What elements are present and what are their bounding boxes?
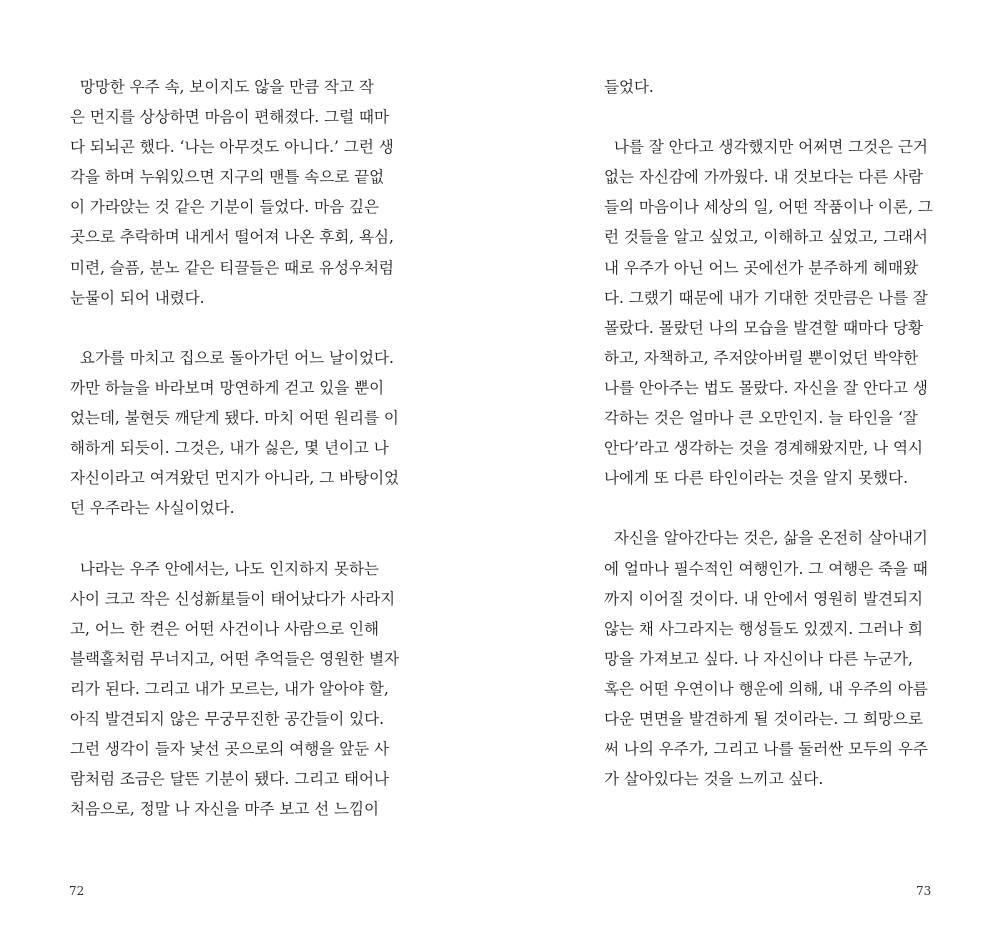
right-page-number: 73 xyxy=(916,884,932,898)
text-line: 나를 안아주는 법도 몰랐다. 자신을 잘 안다고 생 xyxy=(604,378,928,397)
text-line: 가 살아있다는 것을 느끼고 싶다. xyxy=(604,770,824,789)
paragraph-break xyxy=(604,493,964,523)
text-line: 미련, 슬픔, 분노 같은 티끌들은 때로 유성우처럼 xyxy=(70,258,394,277)
right-page-body-text xyxy=(604,72,964,794)
text-line: 몰랐다. 몰랐던 나의 모습을 발견할 때마다 당황 xyxy=(604,318,923,337)
text-line: 던 우주라는 사실이었다. xyxy=(70,499,235,518)
text-line: 런 것들을 알고 싶었고, 이해하고 싶었고, 그래서 xyxy=(604,228,928,247)
text-line: 은 먼지를 상상하면 마음이 편해졌다. 그럴 때마 xyxy=(70,108,389,127)
text-line: 나라는 우주 안에서는, 나도 인지하지 못하는 xyxy=(70,559,379,578)
paragraph-break xyxy=(70,523,430,553)
text-line: 나를 잘 안다고 생각했지만 어쩌면 그것은 근거 xyxy=(604,138,928,157)
text-line: 고, 어느 한 켠은 어떤 사건이나 사람으로 인해 xyxy=(70,619,379,638)
text-line: 사이 크고 작은 신성新星들이 태어났다가 사라지 xyxy=(70,589,396,608)
text-line: 까만 하늘을 바라보며 망연하게 걷고 있을 뿐이 xyxy=(70,378,385,397)
left-page-number: 72 xyxy=(69,884,85,898)
text-line: 었는데, 불현듯 깨닫게 됐다. 마치 어떤 원리를 이 xyxy=(70,409,399,428)
text-line: 에 얼마나 필수적인 여행인가. 그 여행은 죽을 때 xyxy=(604,559,928,578)
text-line: 람처럼 조금은 달뜬 기분이 됐다. 그리고 태어나 xyxy=(70,770,389,789)
text-line: 블랙홀처럼 무너지고, 어떤 추억들은 영원한 별자 xyxy=(70,649,400,668)
text-line: 다 되뇌곤 했다. ‘나는 아무것도 아니다.’ 그런 생 xyxy=(70,138,394,157)
text-line: 자신을 알아간다는 것은, 삶을 온전히 살아내기 xyxy=(604,529,928,548)
text-line: 해하게 되듯이. 그것은, 내가 싫은, 몇 년이고 나 xyxy=(70,439,389,458)
text-line: 이 가라앉는 것 같은 기분이 들었다. 마음 깊은 xyxy=(70,198,379,217)
text-line: 다. 그랬기 때문에 내가 기대한 것만큼은 나를 잘 xyxy=(604,288,928,307)
text-line: 눈물이 되어 내렸다. xyxy=(70,288,205,307)
paragraph-break xyxy=(604,102,964,132)
text-line: 요가를 마치고 집으로 돌아가던 어느 날이었다. xyxy=(70,348,394,367)
text-line: 자신이라고 여겨왔던 먼지가 아니라, 그 바탕이었 xyxy=(70,469,400,488)
text-line: 망망한 우주 속, 보이지도 않을 만큼 작고 작 xyxy=(70,78,374,96)
paragraph-break xyxy=(70,313,430,343)
text-line: 써 나의 우주가, 그리고 나를 둘러싼 모두의 우주 xyxy=(604,740,928,759)
text-line: 없는 자신감에 가까웠다. 내 것보다는 다른 사람 xyxy=(604,168,923,187)
text-line: 아직 발견되지 않은 무궁무진한 공간들이 있다. xyxy=(70,709,385,728)
text-line: 처음으로, 정말 나 자신을 마주 보고 선 느낌이 xyxy=(70,800,379,819)
text-line: 곳으로 추락하며 내게서 떨어져 나온 후회, 욕심, xyxy=(70,228,394,247)
text-line: 까지 이어질 것이다. 내 안에서 영원히 발견되지 xyxy=(604,589,923,608)
text-line: 않는 채 사그라지는 행성들도 있겠지. 그러나 희 xyxy=(604,619,923,638)
text-line: 각하는 것은 얼마나 큰 오만인지. 늘 타인을 ‘잘 xyxy=(604,409,918,428)
right-page xyxy=(500,0,1000,949)
text-line: 그런 생각이 들자 낯선 곳으로의 여행을 앞둔 사 xyxy=(70,740,389,759)
text-line: 나에게 또 다른 타인이라는 것을 알지 못했다. xyxy=(604,469,909,488)
left-page-body-text xyxy=(70,72,430,824)
text-line: 다운 면면을 발견하게 될 것이라는. 그 희망으로 xyxy=(604,709,923,728)
text-line: 들었다. xyxy=(604,78,654,96)
text-line: 망을 가져보고 싶다. 나 자신이나 다른 누군가, xyxy=(604,649,913,668)
text-line: 안다’라고 생각하는 것을 경계해왔지만, 나 역시 xyxy=(604,439,923,458)
text-line: 하고, 자책하고, 주저앉아버릴 뿐이었던 박약한 xyxy=(604,348,919,367)
text-line: 리가 된다. 그리고 내가 모르는, 내가 알아야 할, xyxy=(70,679,389,698)
text-line: 들의 마음이나 세상의 일, 어떤 작품이나 이론, 그 xyxy=(604,198,933,217)
text-line: 내 우주가 아닌 어느 곳에선가 분주하게 헤매왔 xyxy=(604,258,919,277)
text-line: 혹은 어떤 우연이나 행운에 의해, 내 우주의 아름 xyxy=(604,679,928,698)
text-line: 각을 하며 누워있으면 지구의 맨틀 속으로 끝없 xyxy=(70,168,385,187)
